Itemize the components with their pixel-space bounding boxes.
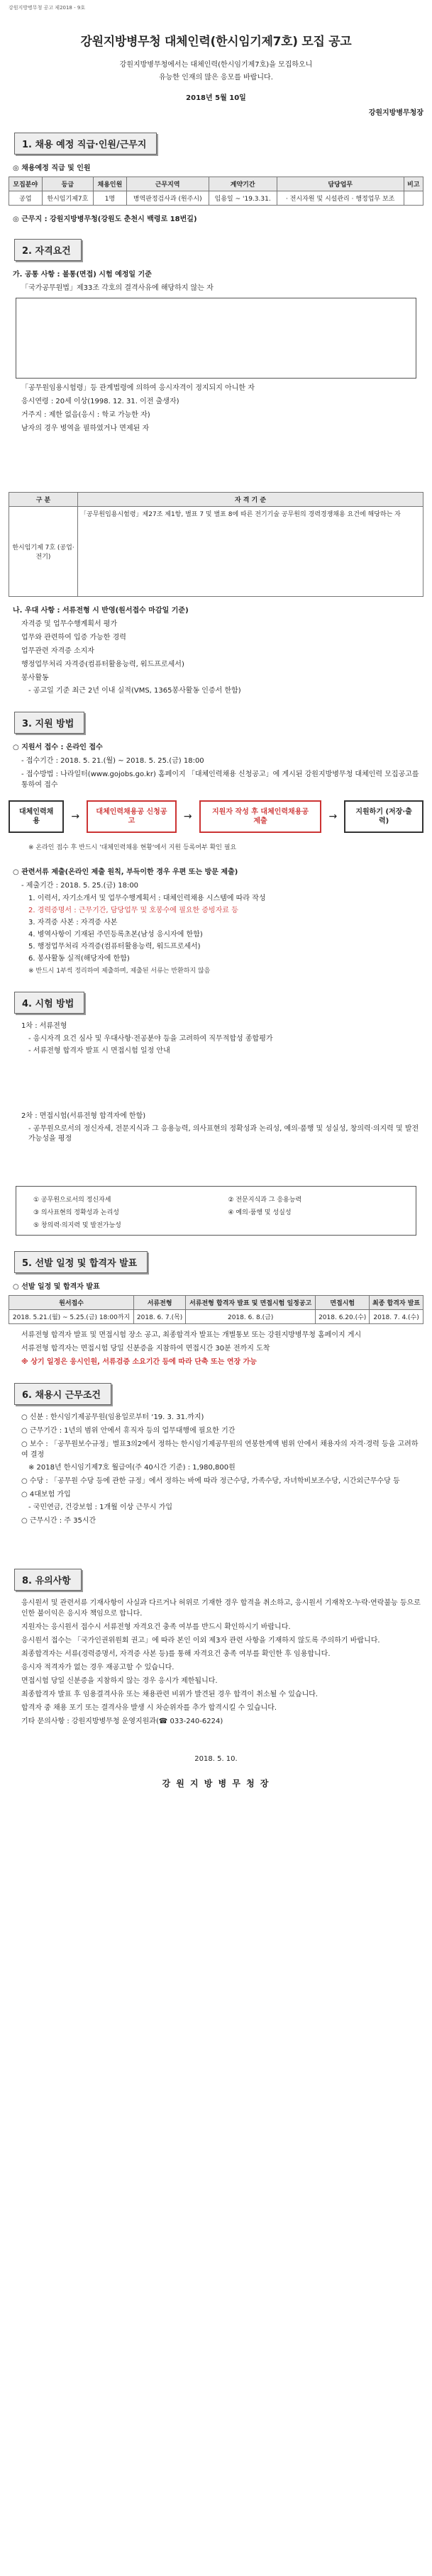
flow-step-2: 대체인력채용공 신청공고 [87,800,177,833]
section-6-header [14,1383,423,1405]
s6-line: - 국민연금, 건강보험 : 1개월 이상 근무시 가입 [28,1503,172,1511]
criterion: ② 전문지식과 그 응용능력 [228,1197,302,1204]
doc-item: 1. 이력서, 자기소개서 및 업무수행계획서 : 대체인력채용 시스템에 따라 작성 [28,895,266,902]
s4-line: - 공무원으로서의 정신자세, 전문지식과 그 응용능력, 의사표현의 정확성과 논리성, 예의·품행 및 성실성, 창의력·의지력 및 발전가능성을 평정 [28,1125,419,1143]
s2-line: 응시연령 : 20세 이상(1998. 12. 31. 이전 출생자) [21,398,179,405]
section-8-title: 8. 유의사항 [14,1569,82,1591]
s4-line: - 응시자격 요건 심사 및 우대사항·전공분야 등을 고려하여 직무적합성 종합평가 [28,1035,273,1043]
footer-org: 강 원 지 방 병 무 청 장 [162,1779,270,1788]
th: 구 분 [9,493,78,507]
th: 채용인원 [94,177,127,191]
s2-line: 「국가공무원법」제33조 각호의 결격사유에 해당하지 않는 자 [21,284,214,292]
th: 근무지역 [126,177,209,191]
flow-step-1: 대체인력채용 [9,800,64,833]
section-5-title: 5. 선발 일정 및 합격자 발표 [14,1251,148,1273]
s8-line: 응시원서 접수는 「국가인권위원회 권고」에 따라 본인 이외 제3자 관련 사항을 기재하지 않도록 주의하기 바랍니다. [21,1637,380,1645]
s2-line: 「공무원임용시험령」등 관계법령에 의하여 응시자격이 정지되지 아니한 자 [21,384,255,392]
doc-header [9,4,423,23]
s8-line: 응시자 적격자가 없는 경우 재공고할 수 있습니다. [21,1664,175,1671]
section-6-title: 6. 채용시 근무조건 [14,1383,111,1405]
s8-line: 기타 문의사항 : 강원지방병무청 운영지원과(☎ 033-240-6224) [21,1718,223,1725]
section-1-title: 1. 채용 예정 직급·인원/근무지 [14,133,157,155]
th: 면접시험 [316,1296,370,1310]
s6-line: ○ 4대보험 가입 [21,1491,71,1499]
section-5-header [14,1251,423,1273]
td: · 전시자원 및 시설관리 · 행정업무 보조 [277,191,404,206]
criterion: ① 공무원으로서의 정신자세 [33,1197,111,1204]
apply-flow [9,800,423,833]
th: 비고 [404,177,423,191]
pref-note: - 공고일 기준 최근 2년 이내 실적(VMS, 1365봉사활동 인증서 한함) [28,687,241,695]
doc-item: 4. 병역사항이 기재된 주민등록초본(남성 응시자에 한함) [28,931,203,939]
s2-sub2: 나. 우대 사항 : 서류전형 시 반영(원서접수 마감일 기준) [13,607,189,615]
s5-note: 서류전형 합격자는 면접시험 당일 신분증을 지참하여 면접시간 30분 전까지 도착 [21,1345,270,1353]
section-4-title: 4. 시험 방법 [14,992,84,1014]
th: 서류전형 [134,1296,186,1310]
pref-item: 행정업무처리 자격증(컴퓨터활용능력, 워드프로세서) [21,661,184,668]
intro-line: 강원지방병무청에서는 대체인력(한시임기제7호)을 모집하오니 [119,61,313,69]
s6-line: ○ 근무시간 : 주 35시간 [21,1517,96,1525]
td: 2018. 7. 4.(수) [370,1310,423,1324]
intro-line: 유능한 인재의 많은 응모를 바랍니다. [159,74,273,82]
th: 담당업무 [277,177,404,191]
td: 「공무원임용시험령」제27조 제1항, 별표 7 및 별표 8에 따른 전기기술 공무원의 경력경쟁채용 요건에 해당하는 자 [78,507,423,597]
intro [9,59,423,84]
criterion: ③ 의사표현의 정확성과 논리성 [33,1209,119,1216]
s4-line: 2차 : 면접시험(서류전형 합격자에 한함) [21,1112,146,1120]
notice-org: 강원지방병무청장 [368,109,423,117]
criterion: ④ 예의·품행 및 성실성 [228,1209,292,1216]
arrow-right-icon: → [183,811,192,822]
doc-item: 5. 행정업무처리 자격증(컴퓨터활용능력, 워드프로세서) [28,943,201,951]
s3-site: - 접수방법 : 나라일터(www.gojobs.go.kr) 홈페이지 「대체인력채용 신청공고」에 게시된 강원지방병무청 대체인력 모집공고를 통하여 접수 [21,771,419,789]
flow-step-3: 지원자 작성 후 대체인력채용공 제출 [199,800,322,833]
s6-line: ○ 신분 : 한시임기제공무원(임용일로부터 ‘19. 3. 31.까지) [21,1413,204,1421]
td: 2018. 6. 8.(금) [186,1310,316,1324]
doc-item: 3. 자격증 사본 : 자격증 사본 [28,919,118,926]
section-3-title: 3. 지원 방법 [14,712,84,734]
section-8-header [14,1569,423,1591]
td: 병역판정검사과 (원주시) [126,191,209,206]
doc-note: ※ 반드시 1부씩 정리하여 제출하며, 제출된 서류는 반환하지 않음 [28,968,211,975]
th: 등급 [42,177,93,191]
pref-item: 업무관련 자격증 소지자 [21,647,94,655]
section-2-header [14,239,423,261]
th: 최종 합격자 발표 [370,1296,423,1310]
notice-date: 2018년 5월 10일 [186,94,246,102]
doc-number: 강원지방병무청 공고 제2018 - 9호 [9,5,86,11]
s8-line: 최종합격자는 서류(경력증명서, 자격증 사본 등)를 통해 자격요건 충족 여부를 확인한 후 임용합니다. [21,1650,331,1658]
schedule-table [9,1295,423,1324]
arrow-right-icon: → [328,811,338,822]
section-1-header [14,133,423,155]
criterion: ⑤ 창의력·의지력 및 발전가능성 [33,1222,121,1229]
s5-note: 서류전형 합격자 발표 및 면접시험 장소 공고, 최종합격자 발표는 개별통보 또는 강원지방병무청 홈페이지 게시 [21,1331,362,1339]
s4-line: - 서류전형 합격자 발표 시 면접시험 일정 안내 [28,1047,170,1055]
s3-sub2: ○ 관련서류 제출(온라인 제출 원칙, 부득이한 경우 우편 또는 방문 제출) [13,868,238,876]
td: 한시임기제7호 [42,191,93,206]
doc-period: - 제출기간 : 2018. 5. 25.(금) 18:00 [21,882,139,890]
td: 임용일 ~ '19.3.31. [209,191,277,206]
th: 자 격 기 준 [78,493,423,507]
s8-line: 응시원서 및 관련서류 기재사항이 사실과 다르거나 허위로 기재한 경우 합격을 취소하고, 응시원서 기재착오·누락·연락불능 등으로 인한 불이익은 응시자 책임으로 합니다. [21,1599,421,1618]
section-4-header [14,992,423,1014]
pref-item: 업무와 관련하여 입증 가능한 경력 [21,634,126,642]
s2-line: 거주지 : 제한 없음(응시 : 학교 가능한 자) [21,411,150,419]
td: 한시임기제 7호 (공업·전기) [9,507,78,597]
flow-note: ※ 온라인 접수 후 반드시 '대체인력채용 현황'에서 지원 등록여부 확인 필요 [28,844,237,851]
th: 원서접수 [9,1296,134,1310]
doc-item: 6. 봉사활동 실적(해당자에 한함) [28,955,130,963]
arrow-right-icon: → [71,811,80,822]
s8-line: 면접시험 당일 신분증을 지참하지 않는 경우 응시가 제한됩니다. [21,1677,218,1685]
td: 2018. 6.20.(수) [316,1310,370,1324]
s6-line: ※ 2018년 한시임기제7호 월급여(주 40시간 기준) : 1,980,800원 [28,1464,236,1472]
pref-item: 봉사활동 [21,674,49,682]
td: 공업 [9,191,43,206]
recruit-table [9,177,423,206]
td [404,191,423,206]
s6-line: ○ 근무기간 : 1년의 범위 안에서 휴직자 등의 업무대행에 필요한 기간 [21,1427,236,1435]
s8-line: 최종합격자 발표 후 임용결격사유 또는 채용관련 비위가 발견된 경우 합격이 취소될 수 있습니다. [21,1691,319,1698]
flow-step-4: 지원하기 (저장·출력) [344,800,423,833]
td: 2018. 5.21.(월) ~ 5.25.(금) 18:00까지 [9,1310,134,1324]
th: 서류전형 합격자 발표 및 면접시험 일정공고 [186,1296,316,1310]
s8-line: 지원자는 응시원서 접수시 서류전형 자격요건 충족 여부를 반드시 확인하시기 바랍니다. [21,1623,291,1631]
qualification-table [9,492,423,597]
th: 모집분야 [9,177,43,191]
s6-line: ○ 수당 : 「공무원 수당 등에 관한 규정」에서 정하는 바에 따라 정근수당, 가족수당, 자녀학비보조수당, 시간외근무수당 등 [21,1477,400,1485]
s2-line: 남자의 경우 병역을 필하였거나 면제된 자 [21,425,150,432]
s2-sub1: 가. 공통 사항 : 볼통(면접) 시험 예정일 기준 [13,271,152,279]
footer-date: 2018. 5. 10. [194,1755,238,1763]
s3-period: - 접수기간 : 2018. 5. 21.(월) ~ 2018. 5. 25.(금) 18:00 [21,757,204,765]
page-title: 강원지방병무청 대체인력(한시임기제7호) 모집 공고 [80,35,352,49]
s5-note: ※ 상기 일정은 응시인원, 서류검증 소요기간 등에 따라 단축 또는 연장 가능 [21,1358,257,1366]
th: 계약기간 [209,177,277,191]
s8-line: 합격자 중 채용 포기 또는 결격사유 발생 시 차순위자를 추가 합격시킬 수 있습니다. [21,1704,277,1712]
s6-line: ○ 보수 : 「공무원보수규정」별표3의2에서 정하는 한시임기제공무원의 연봉한계액 범위 안에서 채용자의 자격·경력 등을 고려하여 결정 [21,1440,419,1459]
section-3-header [14,712,423,734]
interview-criteria-box [16,1186,416,1236]
pref-item: 자격증 및 업무수행계획서 평가 [21,620,118,628]
s5-sub: ○ 선발 일정 및 합격자 발표 [13,1283,100,1291]
td: 2018. 6. 7.(목) [134,1310,186,1324]
s1-sub: ◎ 채용예정 직급 및 인원 [13,164,91,172]
section-2-title: 2. 자격요건 [14,239,82,261]
workplace: ◎ 근무지 : 강원지방병무청(강원도 춘천시 백령로 18번길) [13,215,197,223]
s3-sub1: ○ 지원서 접수 : 온라인 접수 [13,744,103,751]
disqualification-box [16,298,416,379]
notice-page [9,0,423,1789]
doc-item: 2. 경력증명서 : 근무기간, 담당업무 및 호봉수에 필요한 증빙자료 등 [28,907,238,914]
s4-line: 1차 : 서류전형 [21,1022,67,1030]
td: 1명 [94,191,127,206]
